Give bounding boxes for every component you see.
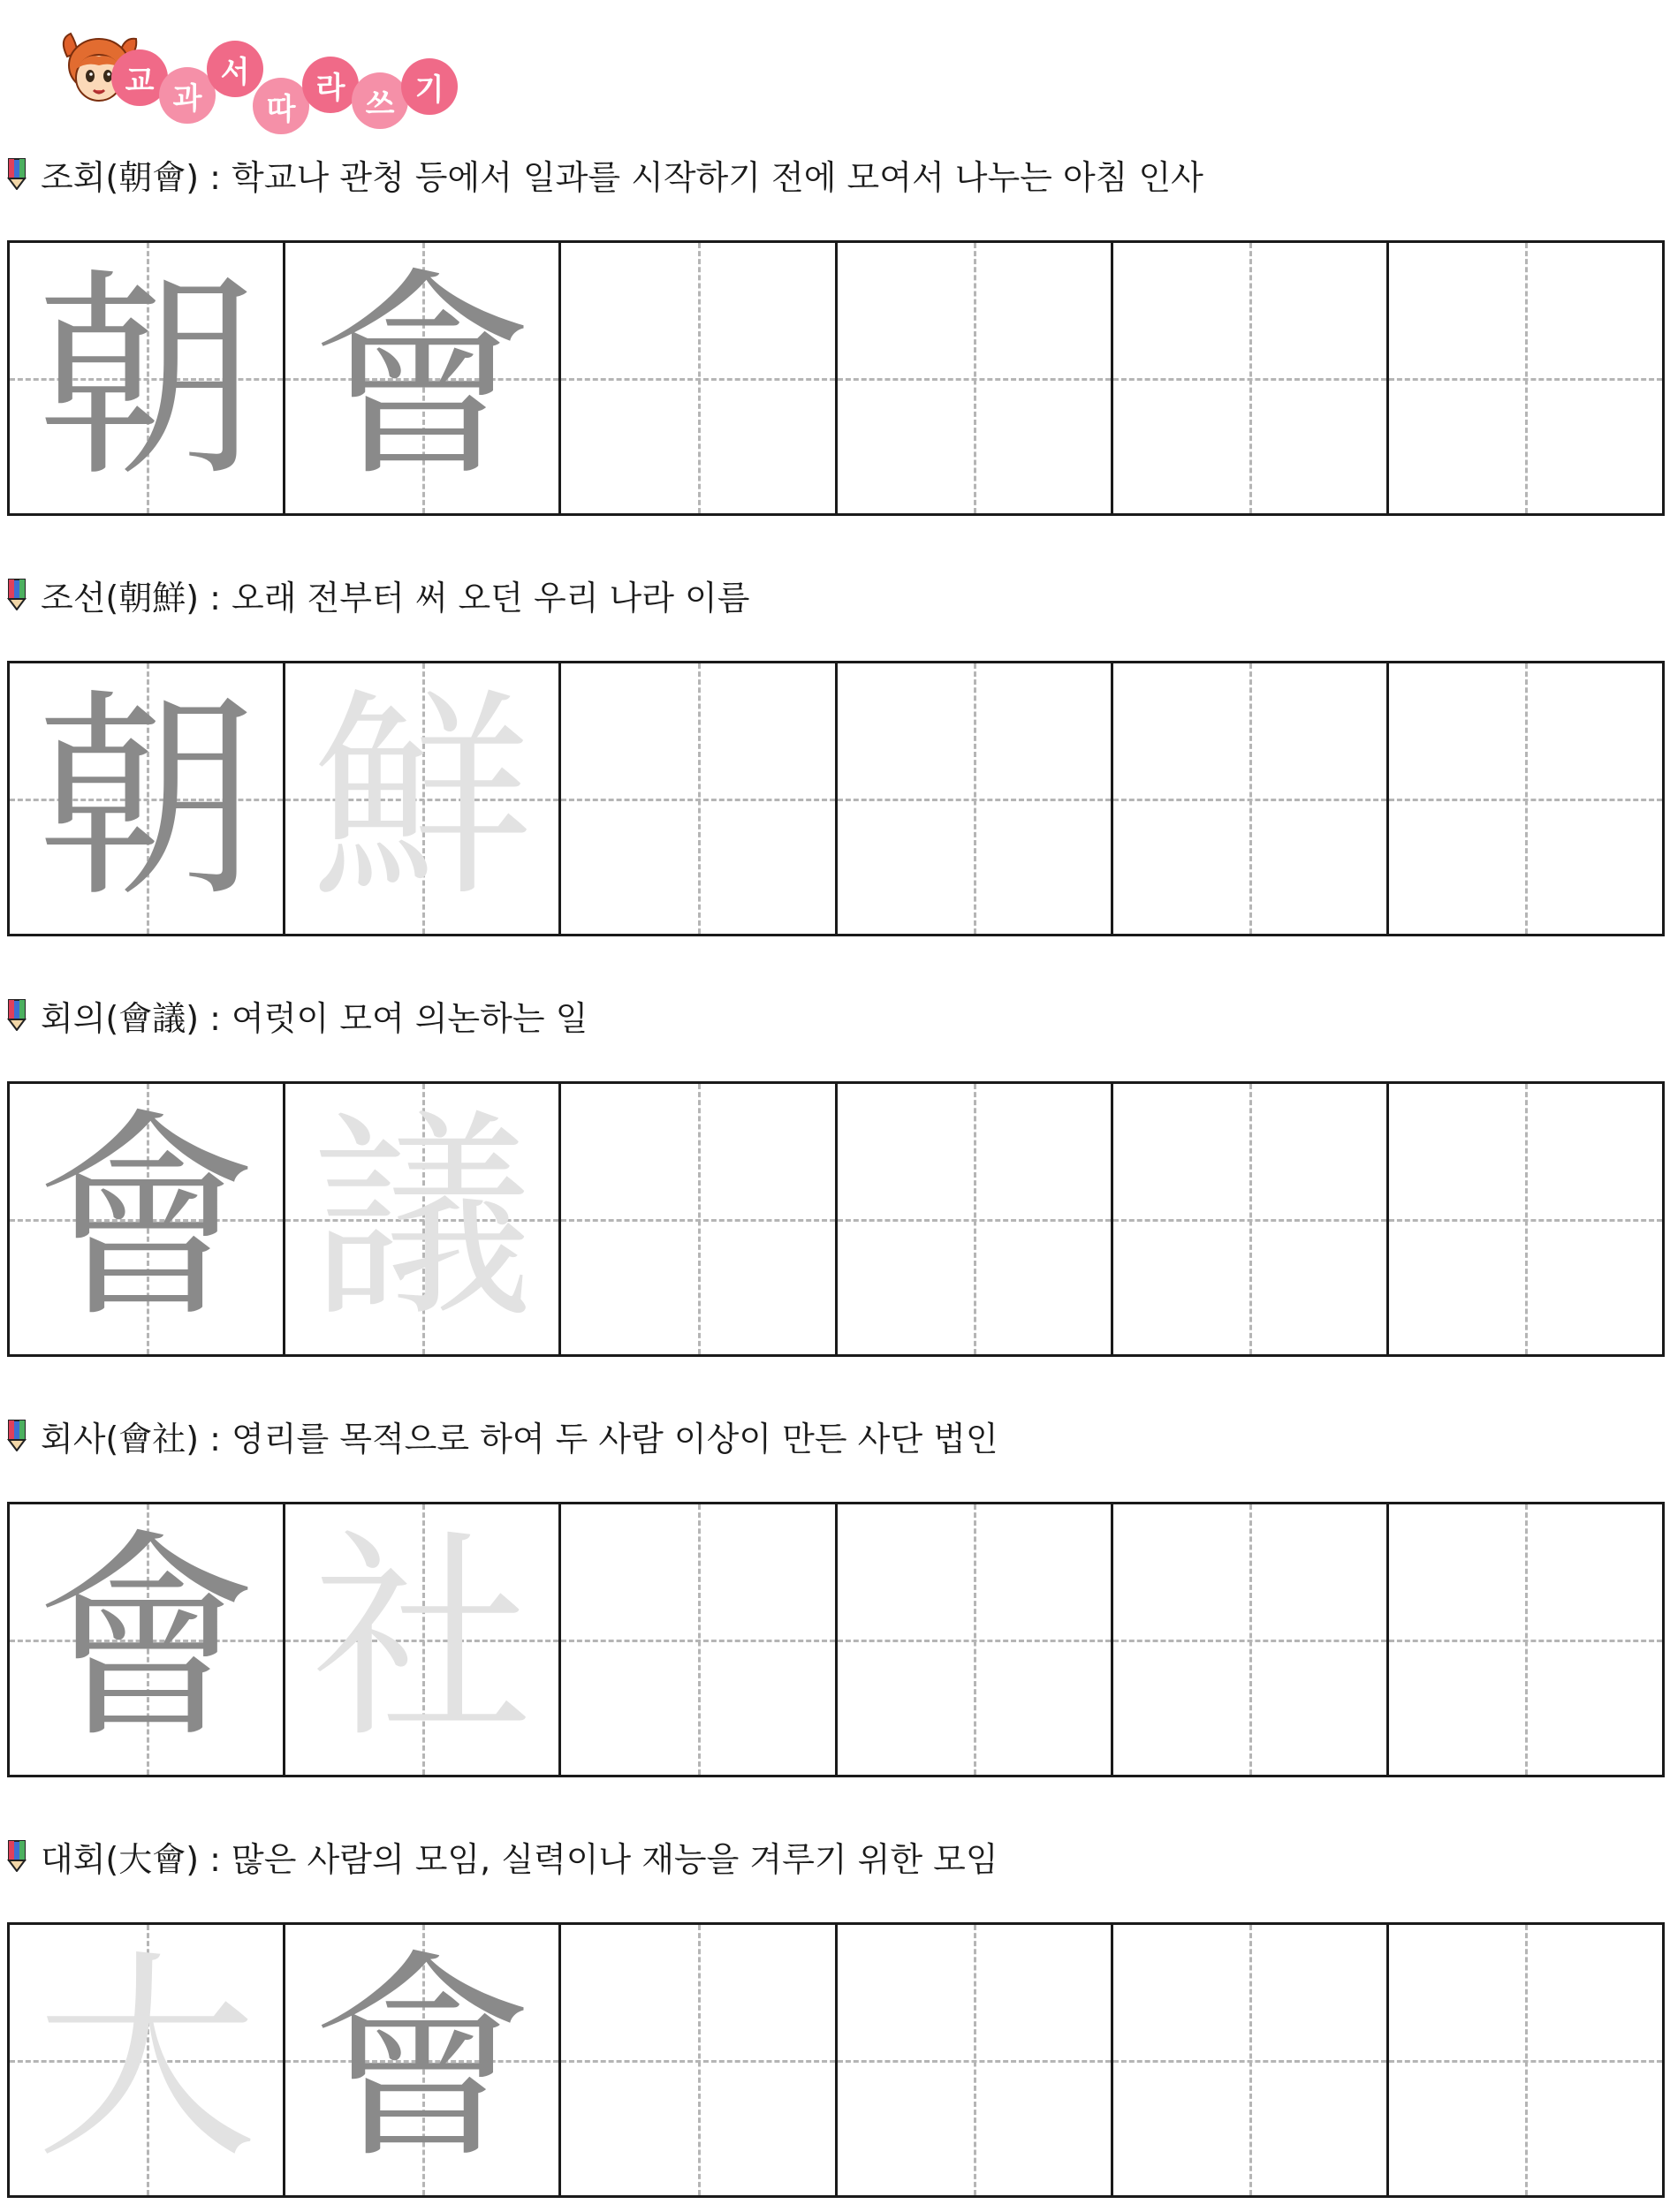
horizontal-guide-line [838,378,1111,381]
horizontal-guide-line [1113,799,1386,801]
sample-character-cell [285,1084,561,1354]
word-definition: 조선(朝鮮) : 오래 전부터 써 오던 우리 나라 이름 [41,578,750,617]
sample-character-cell [285,243,561,513]
model-character: 會 [311,1931,533,2188]
practice-cell[interactable] [1113,1925,1389,2195]
word-definition: 회의(會議) : 여럿이 모여 의논하는 일 [41,998,588,1038]
model-character: 會 [35,1090,257,1347]
practice-cell[interactable] [1389,243,1662,513]
practice-cell[interactable] [561,1504,837,1775]
trace-character: 大 [35,1931,257,2188]
model-character: 會 [35,1511,257,1768]
writing-practice-grid [7,1922,1665,2198]
practice-cell[interactable] [561,1084,837,1354]
horizontal-guide-line [1389,1640,1662,1642]
horizontal-guide-line [1389,378,1662,381]
sample-character-cell [10,1084,285,1354]
trace-character: 議 [311,1090,533,1347]
logo-letter-4: 따 [253,78,309,134]
logo-letter-1: 교 [111,49,168,106]
practice-cell[interactable] [561,243,837,513]
model-character: 會 [311,249,533,506]
practice-cell[interactable] [1389,663,1662,934]
horizontal-guide-line [561,1640,834,1642]
practice-cell[interactable] [1113,663,1389,934]
horizontal-guide-line [1113,1640,1386,1642]
sample-character-cell [10,1504,285,1775]
pencil-icon [7,579,27,610]
logo-letter-3: 서 [207,41,263,97]
horizontal-guide-line [561,378,834,381]
practice-cell[interactable] [561,663,837,934]
logo-letter-2: 과 [159,67,216,124]
textbook-copywriting-logo [27,9,486,127]
horizontal-guide-line [838,2060,1111,2063]
word-label-row [7,1834,998,1878]
horizontal-guide-line [1113,1219,1386,1222]
trace-character: 社 [311,1511,533,1768]
sample-character-cell [285,1504,561,1775]
writing-practice-grid [7,661,1665,936]
practice-cell[interactable] [1389,1925,1662,2195]
practice-cell[interactable] [1113,1504,1389,1775]
practice-cell[interactable] [838,663,1113,934]
practice-cell[interactable] [561,1925,837,2195]
practice-cell[interactable] [1113,1084,1389,1354]
writing-practice-grid [7,1081,1665,1357]
pencil-icon [7,1420,27,1451]
word-label-row [7,152,1203,196]
horizontal-guide-line [561,2060,834,2063]
practice-cell[interactable] [838,1504,1113,1775]
pencil-icon [7,1840,27,1872]
practice-cell[interactable] [1389,1084,1662,1354]
logo-letter-6: 쓰 [352,72,408,129]
sample-character-cell [10,663,285,934]
logo-letter-5: 라 [302,57,359,113]
practice-cell[interactable] [1113,243,1389,513]
word-definition: 대회(大會) : 많은 사람의 모임, 실력이나 재능을 겨루기 위한 모임 [41,1839,998,1879]
practice-cell[interactable] [1389,1504,1662,1775]
practice-cell[interactable] [838,1925,1113,2195]
horizontal-guide-line [1389,1219,1662,1222]
word-definition: 조회(朝會) : 학교나 관청 등에서 일과를 시작하기 전에 모여서 나누는 아침 인사 [41,157,1203,197]
pencil-icon [7,999,27,1031]
word-definition: 회사(會社) : 영리를 목적으로 하여 두 사람 이상이 만든 사단 법인 [41,1419,998,1458]
pencil-icon [7,158,27,190]
horizontal-guide-line [561,799,834,801]
horizontal-guide-line [1113,378,1386,381]
horizontal-guide-line [838,799,1111,801]
horizontal-guide-line [838,1640,1111,1642]
sample-character-cell [285,1925,561,2195]
word-label-row [7,1413,998,1458]
horizontal-guide-line [1389,799,1662,801]
horizontal-guide-line [838,1219,1111,1222]
horizontal-guide-line [1389,2060,1662,2063]
writing-practice-grid [7,1502,1665,1777]
sample-character-cell [10,1925,285,2195]
sample-character-cell [10,243,285,513]
trace-character: 鮮 [311,670,533,927]
word-label-row [7,993,588,1037]
horizontal-guide-line [561,1219,834,1222]
writing-practice-grid [7,240,1665,516]
practice-cell[interactable] [838,1084,1113,1354]
practice-cell[interactable] [838,243,1113,513]
model-character: 朝 [35,670,257,927]
horizontal-guide-line [1113,2060,1386,2063]
word-label-row [7,572,749,617]
sample-character-cell [285,663,561,934]
logo-letter-7: 기 [401,58,458,115]
model-character: 朝 [35,249,257,506]
